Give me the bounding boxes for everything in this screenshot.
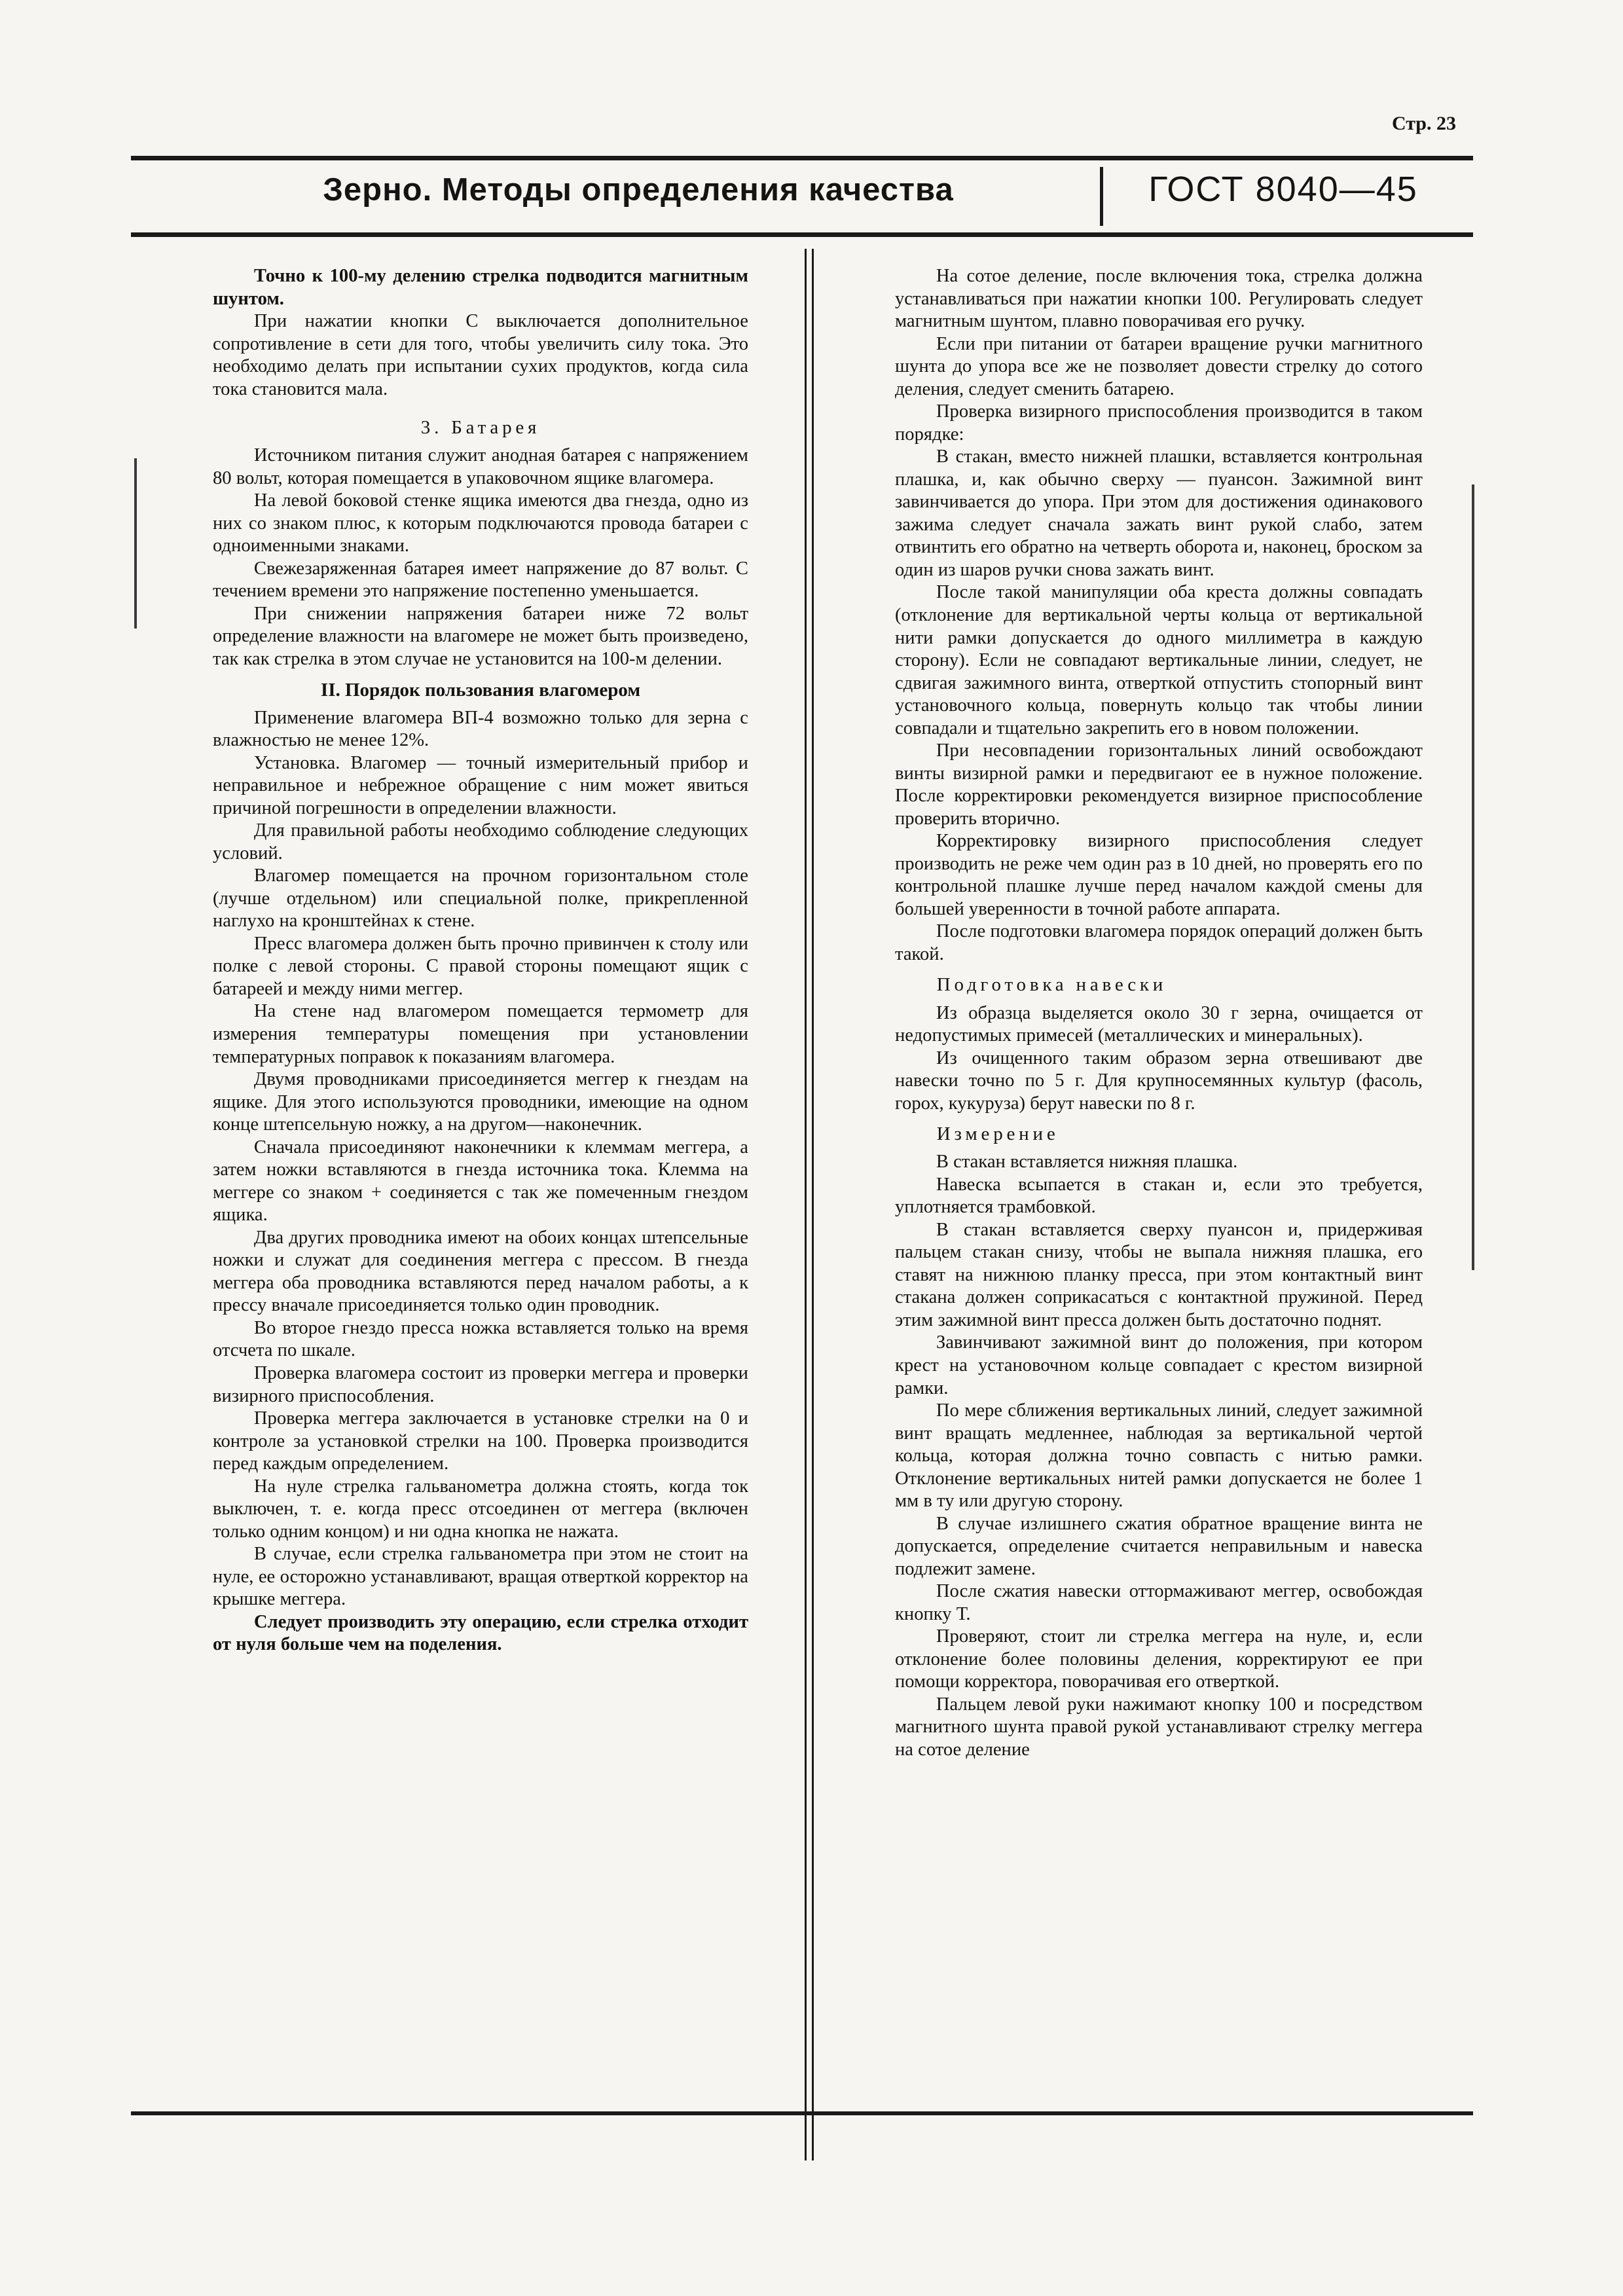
left-column — [213, 265, 748, 1656]
paragraph: При нажатии кнопки С выключается дополнительное сопротивление в сети для того, чтобы увеличить силу тока. Это необходимо делать при испытании сухих продуктов, когда сила тока становится мала. — [213, 311, 748, 399]
paragraph: По мере сближения вертикальных линий, следует зажимной винт вращать медленнее, наблюдая за вертикальной чертой кольца, которая должна точно совпасть с нитью рамки. Отклонение вертикальных нитей рамки допускается не более 1 мм в ту или другую сторону. — [895, 1400, 1423, 1512]
paragraph: На стене над влагомером помещается термометр для измерения температуры помещения при установлении температурных поправок к показаниям влагомера. — [213, 1001, 748, 1067]
paragraph: Корректировку визирного приспособления следует производить не реже чем один раз в 10 дней, но проверять его по контрольной плашке лучше перед началом каждой смены для большей уверенности в точной работе аппарата. — [895, 831, 1423, 919]
paragraph: Влагомер помещается на прочном горизонтальном столе (лучше отдельном) или специальной полке, прикрепленной наглухо на кронштейнах к стене. — [213, 866, 748, 932]
paragraph: Два других проводника имеют на обоих концах штепсельные ножки и служат для соединения меггера с прессом. В гнезда меггера оба проводника вставляются перед началом работы, а к прессу вначале присоединяется только один проводник. — [213, 1227, 748, 1316]
paragraph: Двумя проводниками присоединяется меггер к гнездам на ящике. Для этого используются проводники, имеющие на одном конце штепсельную ножку, а на другом—наконечник. — [213, 1069, 748, 1135]
paragraph: На нуле стрелка гальванометра должна стоять, когда ток выключен, т. е. когда пресс отсоединен от меггера (включен только одним концом) и ни одна кнопка не нажата. — [213, 1476, 748, 1542]
paragraph: При несовпадении горизонтальных линий освобождают винты визирной рамки и передвигают ее в нужное положение. После корректировки рекомендуется визирное приспособление проверить вторично. — [895, 740, 1423, 829]
paragraph: Установка. Влагомер — точный измерительный прибор и неправильное и небрежное обращение с ним может явиться причиной погрешности в определении влажности. — [213, 752, 748, 818]
paragraph: Проверка визирного приспособления производится в таком порядке: — [895, 401, 1423, 445]
section-heading-measure: Измерение — [936, 1123, 1059, 1145]
paragraph: Для правильной работы необходимо соблюдение следующих условий. — [213, 820, 748, 864]
paragraph: Применение влагомера ВП-4 возможно только для зерна с влажностью не менее 12%. — [213, 707, 748, 751]
left-margin-line — [134, 458, 137, 629]
paragraph: Из очищенного таким образом зерна отвешивают две навески точно по 5 г. Для крупносемянных культур (фасоль, горох, кукуруза) берут навески по 8 г. — [895, 1048, 1423, 1114]
paragraph: В стакан, вместо нижней плашки, вставляется контрольная плашка, и, как обычно сверху — пуансон. Зажимной винт завинчивается до упора. При этом для достижения одинакового зажима следует сначала зажать винт рукой слабо, затем отвинтить его обратно на четверть оборота и, наконец, броском за один из шаров ручки снова зажать винт. — [895, 446, 1423, 580]
paragraph: После подготовки влагомера порядок операций должен быть такой. — [895, 921, 1423, 964]
bottom-rule — [131, 2111, 1473, 2115]
paragraph: На левой боковой стенке ящика имеются два гнезда, одно из них со знаком плюс, к которым подключаются провода батареи с одноименными знаками. — [213, 490, 748, 556]
paragraph: Из образца выделяется около 30 г зерна, очищается от недопустимых примесей (металлических и минеральных). — [895, 1002, 1423, 1046]
paragraph: В случае, если стрелка гальванометра при этом не стоит на нуле, ее осторожно устанавливают, вращая отверткой корректор на крышке меггера. — [213, 1544, 748, 1610]
section-heading-sample: Подготовка навески — [936, 974, 1167, 996]
paragraph: Пресс влагомера должен быть прочно привинчен к столу или полке с левой стороны. С правой стороны помещают ящик с батареей и между ними меггер. — [213, 933, 748, 999]
column-divider — [805, 249, 814, 2160]
paragraph: Во второе гнездо пресса ножка вставляется только на время отсчета по шкале. — [213, 1317, 748, 1361]
right-column — [895, 265, 1423, 1762]
spacer — [213, 401, 748, 409]
right-margin-line — [1472, 484, 1474, 1270]
paragraph: Сначала присоединяют наконечники к клеммам меггера, а затем ножки вставляются в гнезда источника тока. Клемма на меггере со знаком + соединяется с так же помеченным гнездом ящика. — [213, 1137, 748, 1226]
paragraph: В стакан вставляется нижняя плашка. — [936, 1152, 1238, 1173]
paragraph: После сжатия навески оттормаживают меггер, освобождая кнопку Т. — [895, 1581, 1423, 1624]
paragraph: Навеска всыпается в стакан и, если это требуется, уплотняется трамбовкой. — [895, 1174, 1423, 1218]
section-heading-battery: 3. Батарея — [420, 417, 541, 439]
paragraph: На сотое деление, после включения тока, стрелка должна устанавливаться при нажатии кнопки 100. Регулировать следует магнитным шунтом, плавно поворачивая его ручку. — [895, 266, 1423, 332]
paragraph: В случае излишнего сжатия обратное вращение винта не допускается, определение считается неправильным и навеска подлежит замене. — [895, 1513, 1423, 1579]
header-title: Зерно. Методы определения качества — [323, 172, 954, 208]
header-divider — [1100, 167, 1103, 226]
paragraph: Если при питании от батареи вращение ручки магнитного шунта до упора все же не позволяет довести стрелку до сотого деления, следует сменить батарею. — [895, 333, 1423, 399]
paragraph: Пальцем левой руки нажимают кнопку 100 и посредством магнитного шунта правой рукой устанавливают стрелку меггера на сотое деление — [895, 1694, 1423, 1760]
paragraph: Проверяют, стоит ли стрелка меггера на нуле, и, если отклонение более половины деления, корректируют ее при помощи корректора, поворачивая его отверткой. — [895, 1626, 1423, 1692]
header-standard: ГОСТ 8040—45 — [1148, 170, 1418, 209]
paragraph: Следует производить эту операцию, если стрелка отходит от нуля больше чем на поделения. — [213, 1611, 748, 1655]
paragraph: В стакан вставляется сверху пуансон и, придерживая пальцем стакан снизу, чтобы не выпала нижняя плашка, его ставят на нижнюю планку пресса, при этом контактный винт стакана должен соприкасаться с контактной пружиной. Перед этим зажимной винт пресса должен быть достаточно поднят. — [895, 1219, 1423, 1330]
paragraph: Источником питания служит анодная батарея с напряжением 80 вольт, которая помещается в упаковочном ящике влагомера. — [213, 445, 748, 488]
page-number: Стр. 23 — [1391, 113, 1456, 134]
paragraph: Проверка влагомера состоит из проверки меггера и проверки визирного приспособления. — [213, 1362, 748, 1406]
paragraph: Свежезаряженная батарея имеет напряжение до 87 вольт. С течением времени это напряжение постепенно уменьшается. — [213, 558, 748, 602]
paragraph: После такой манипуляции оба креста должны совпадать (отклонение для вертикальной черты кольца от вертикальной нити рамки допускается до одного миллиметра в каждую сторону). Если не совпадают вертикальные линии, следует, не сдвигая зажимного винта, отверткой отпустить стопорный винт установочного кольца, повернуть кольцо так чтобы линии совпадали и тщательно закрепить его в новом положении. — [895, 582, 1423, 738]
paragraph: Проверка меггера заключается в установке стрелки на 0 и контроле за установкой стрелки на 100. Проверка производится перед каждым определением. — [213, 1408, 748, 1474]
paragraph: При снижении напряжения батареи ниже 72 вольт определение влажности на влагомере не может быть произведено, так как стрелка в этом случае не установится на 100-м делении. — [213, 603, 748, 669]
section-heading-usage: II. Порядок пользования влагомером — [320, 679, 641, 701]
paragraph: Точно к 100-му делению стрелка подводится магнитным шунтом. — [213, 266, 748, 309]
paragraph: Завинчивают зажимной винт до положения, при котором крест на установочном кольце совпадает с крестом визирной рамки. — [895, 1332, 1423, 1398]
